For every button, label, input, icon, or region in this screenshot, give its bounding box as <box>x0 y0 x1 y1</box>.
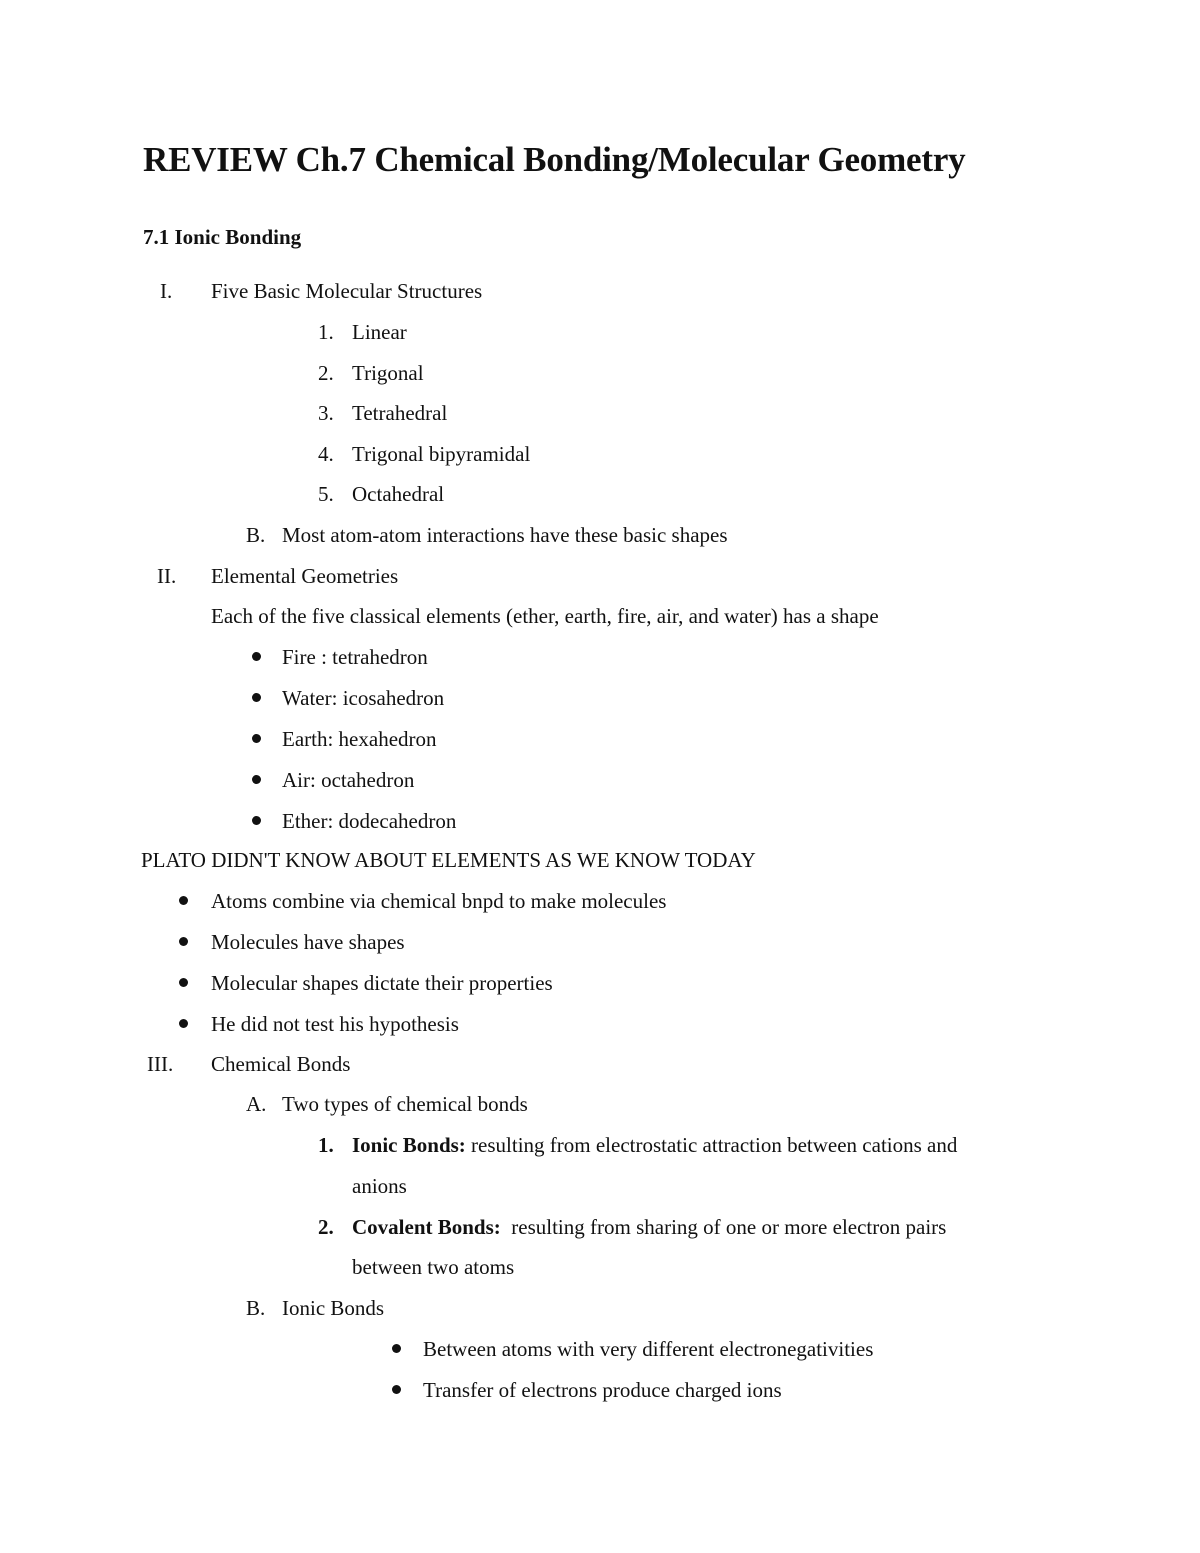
bullet-icon <box>179 937 188 946</box>
bullet-item: Molecules have shapes <box>211 930 405 954</box>
term-definition: resulting from sharing of one or more electron pairs <box>500 1215 947 1239</box>
list-number: 2. <box>318 1215 334 1239</box>
list-number: 1. <box>318 1133 334 1157</box>
outline-item-IB: Most atom-atom interactions have these basic shapes <box>282 523 728 547</box>
outline-item-IIIA: Two types of chemical bonds <box>282 1092 528 1116</box>
bullet-item: Between atoms with very different electronegativities <box>423 1337 874 1361</box>
outline-heading-II: Elemental Geometries <box>211 564 399 588</box>
bullet-icon <box>252 775 261 784</box>
bullet-icon <box>252 652 261 661</box>
paragraph: Each of the five classical elements (ether, earth, fire, air, and water) has a shape <box>211 604 879 628</box>
section-heading: 7.1 Ionic Bonding <box>143 225 302 249</box>
list-number: 3. <box>318 401 334 425</box>
bullet-icon <box>179 1019 188 1028</box>
list-item-continuation: between two atoms <box>352 1255 515 1279</box>
bullet-item: Ether: dodecahedron <box>282 809 457 833</box>
list-item: Trigonal bipyramidal <box>352 442 531 466</box>
outline-marker-III: III. <box>147 1052 174 1076</box>
outline-heading-I: Five Basic Molecular Structures <box>211 279 483 303</box>
term-label: Ionic Bonds: <box>352 1133 466 1157</box>
bullet-item: He did not test his hypothesis <box>211 1012 459 1036</box>
bullet-icon <box>252 734 261 743</box>
bullet-item: Molecular shapes dictate their properties <box>211 971 553 995</box>
outline-marker-IIIB: B. <box>246 1296 266 1320</box>
outline-item-IIIB: Ionic Bonds <box>282 1296 385 1320</box>
bullet-icon <box>179 978 188 987</box>
term-definition: resulting from electrostatic attraction between cations and <box>465 1133 958 1157</box>
bullet-item: Transfer of electrons produce charged ions <box>423 1378 782 1402</box>
bullet-icon <box>392 1344 401 1353</box>
bullet-item: Water: icosahedron <box>282 686 445 710</box>
list-item: Linear <box>352 320 407 344</box>
outline-marker-II: II. <box>157 564 177 588</box>
list-item-ionic-bonds <box>352 1131 957 1159</box>
plato-heading: PLATO DIDN'T KNOW ABOUT ELEMENTS AS WE KNOW TODAY <box>141 848 756 872</box>
list-item: Octahedral <box>352 482 445 506</box>
bullet-icon <box>392 1385 401 1394</box>
list-number: 2. <box>318 361 334 385</box>
bullet-item: Air: octahedron <box>282 768 415 792</box>
list-number: 1. <box>318 320 334 344</box>
term-label: Covalent Bonds: <box>352 1215 501 1239</box>
list-number: 5. <box>318 482 334 506</box>
bullet-icon <box>179 896 188 905</box>
bullet-icon <box>252 693 261 702</box>
outline-marker-I: I. <box>160 279 173 303</box>
list-item-covalent-bonds <box>352 1213 946 1241</box>
bullet-item: Earth: hexahedron <box>282 727 437 751</box>
list-item: Trigonal <box>352 361 424 385</box>
bullet-item: Fire : tetrahedron <box>282 645 428 669</box>
list-item: Tetrahedral <box>352 401 448 425</box>
list-number: 4. <box>318 442 334 466</box>
outline-marker-IIIA: A. <box>246 1092 267 1116</box>
outline-marker-IB: B. <box>246 523 266 547</box>
bullet-icon <box>252 816 261 825</box>
document-title: REVIEW Ch.7 Chemical Bonding/Molecular Geometry <box>143 140 966 179</box>
list-item-continuation: anions <box>352 1174 407 1198</box>
bullet-item: Atoms combine via chemical bnpd to make molecules <box>211 889 667 913</box>
outline-heading-III: Chemical Bonds <box>211 1052 351 1076</box>
